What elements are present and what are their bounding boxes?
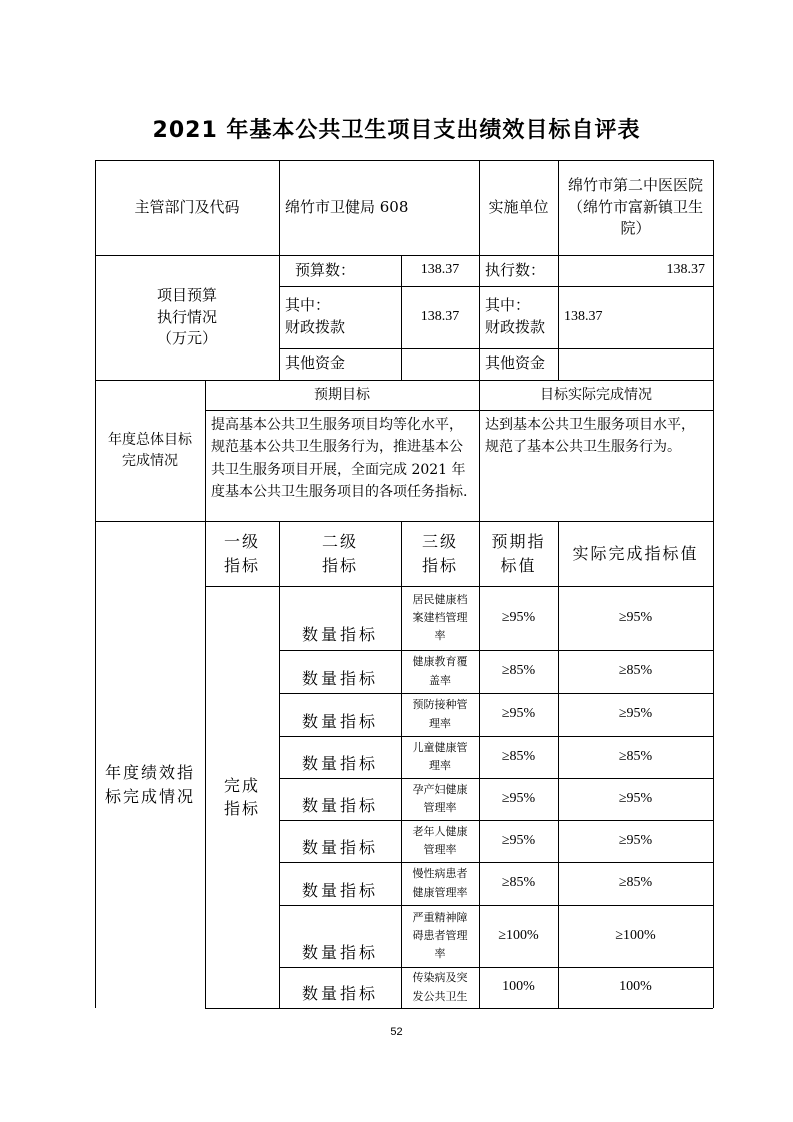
other-funds-exec-value (558, 348, 713, 380)
budget-amount-label: 预算数： (295, 260, 356, 279)
budget-amount-value: 138.37 (420, 262, 460, 278)
fiscal-exec-value: 138.37 (564, 308, 603, 324)
level3-cell: 居民健康档 案建档管理 率 (412, 592, 468, 643)
exec-amount-label: 执行数： (485, 260, 546, 279)
expected-value-cell: ≥95% (501, 832, 536, 848)
actual-value-cell: ≥85% (618, 748, 653, 764)
level3-cell: 健康教育覆 盖率 (412, 655, 468, 687)
dept-value: 绵竹市卫健局 608 (285, 197, 409, 216)
fiscal-exec-label: 其中： 财政拨款 (485, 296, 546, 336)
expected-value-header: 预期指 标值 (491, 532, 546, 575)
level2-cell: 数量指标 (301, 942, 378, 962)
level3-cell: 慢性病患者 健康管理率 (412, 867, 468, 899)
page-number: 52 (390, 1026, 403, 1038)
level2-cell: 数量指标 (301, 983, 378, 1003)
actual-value-header: 实际完成指标值 (572, 543, 699, 563)
level3-cell: 孕产妇健康 管理率 (412, 782, 468, 814)
unit-label: 实施单位 (488, 197, 549, 216)
dept-label: 主管部门及代码 (134, 197, 240, 216)
level3-header: 三级 指标 (421, 532, 458, 575)
fiscal-budget-label: 其中： 财政拨款 (285, 296, 346, 336)
actual-value-cell: ≥85% (618, 663, 653, 679)
expected-value-cell: ≥85% (501, 748, 536, 764)
actual-value-cell: ≥95% (618, 790, 653, 806)
performance-label: 年度绩效指 标完成情况 (104, 763, 195, 806)
expected-value-cell: ≥100% (498, 927, 539, 943)
level2-cell: 数量指标 (301, 624, 378, 644)
level3-cell: 预防接种管 理率 (412, 698, 468, 730)
actual-value-cell: 100% (619, 979, 652, 995)
expected-goal-header: 预期目标 (314, 386, 370, 403)
page-title: 2021 年基本公共卫生项目支出绩效目标自评表 (152, 118, 641, 143)
level1-header: 一级 指标 (223, 532, 260, 575)
level1-value: 完成 指标 (223, 775, 260, 818)
level3-cell: 严重精神障 碍患者管理 率 (412, 910, 468, 961)
expected-value-cell: ≥85% (501, 663, 536, 679)
other-funds-budget-value (401, 348, 479, 380)
actual-value-cell: ≥85% (618, 875, 653, 891)
level2-cell: 数量指标 (301, 837, 378, 857)
other-funds-budget-label: 其他资金 (285, 354, 346, 373)
level2-cell: 数量指标 (301, 668, 378, 688)
expected-goal-text: 提高基本公共卫生服务项目均等化水平，规范基本公共卫生服务行为，推进基本公共卫生服务项目开展，全面完成 2021 年度基本公共卫生服务项目的各项任务指标. (211, 417, 468, 501)
level3-cell: 老年人健康 管理率 (412, 824, 468, 856)
level2-cell: 数量指标 (301, 880, 378, 900)
level3-cell: 传染病及突 发公共卫生 (412, 971, 468, 1003)
budget-label: 项目预算 执行情况 （万元） (156, 285, 217, 348)
level2-cell: 数量指标 (301, 711, 378, 731)
unit-value: 绵竹市第二中医医院（绵竹市富新镇卫生院） (567, 175, 703, 238)
fiscal-budget-value: 138.37 (420, 308, 460, 324)
actual-value-cell: ≥95% (618, 609, 653, 625)
level2-header: 二级 指标 (321, 532, 358, 575)
level2-cell: 数量指标 (301, 753, 378, 773)
actual-goal-text: 达到基本公共卫生服务项目水平，规范了基本公共卫生服务行为。 (485, 417, 695, 456)
other-funds-exec-label: 其他资金 (485, 354, 546, 373)
expected-value-cell: ≥95% (501, 790, 536, 806)
actual-goal-header: 目标实际完成情况 (540, 386, 652, 403)
actual-value-cell: ≥95% (618, 832, 653, 848)
actual-value-cell: ≥100% (615, 927, 656, 943)
actual-value-cell: ≥95% (618, 706, 653, 722)
level3-cell: 儿童健康管 理率 (412, 740, 468, 772)
annual-goal-label: 年度总体目标 完成情况 (108, 432, 192, 469)
expected-value-cell: ≥95% (501, 706, 536, 722)
exec-amount-value: 138.37 (666, 262, 705, 278)
expected-value-cell: ≥95% (501, 609, 536, 625)
expected-value-cell: 100% (502, 979, 535, 995)
expected-value-cell: ≥85% (501, 875, 536, 891)
level2-cell: 数量指标 (301, 795, 378, 815)
